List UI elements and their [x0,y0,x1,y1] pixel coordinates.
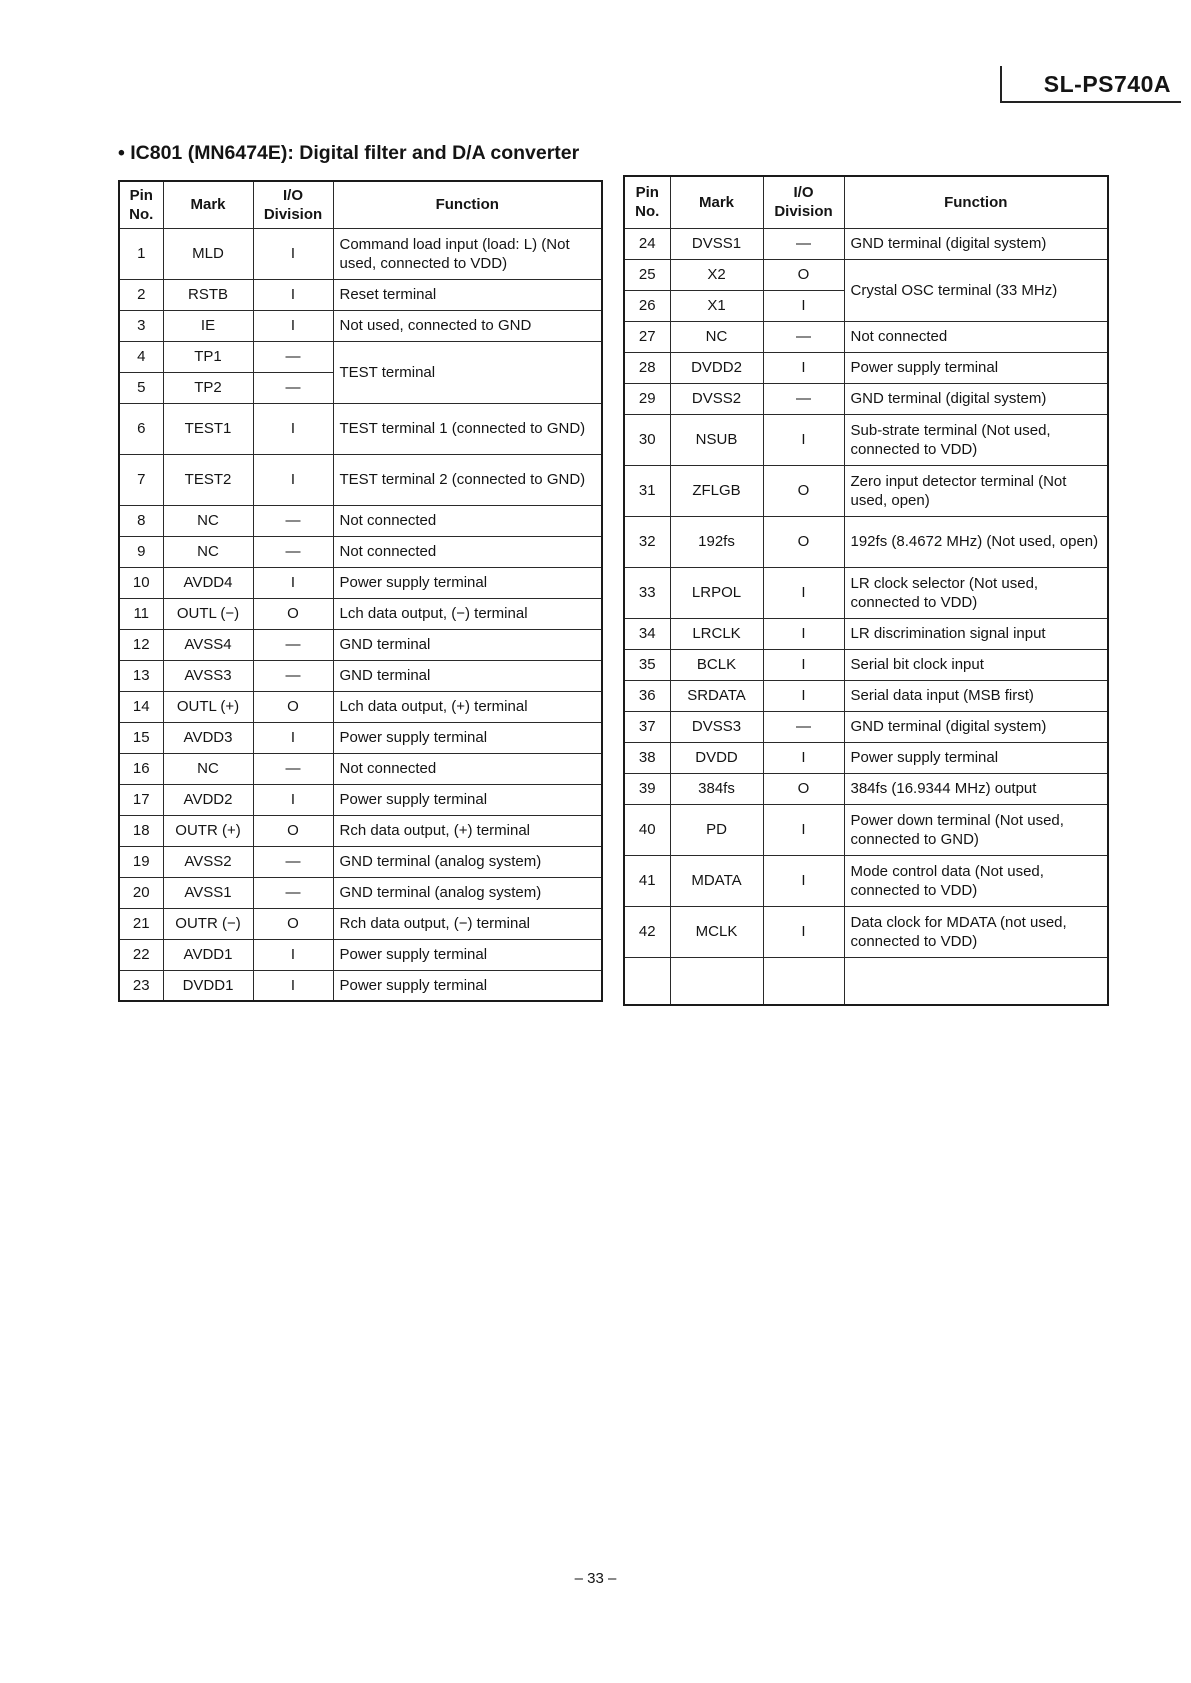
function-cell: GND terminal [333,629,602,660]
io-cell: I [763,618,844,649]
io-cell: — [253,505,333,536]
function-cell: Not connected [844,321,1108,352]
pin-cell: 13 [119,660,163,691]
function-cell: GND terminal [333,660,602,691]
function-cell: GND terminal (digital system) [844,711,1108,742]
table-row [624,383,1108,414]
mark-cell: NSUB [670,414,763,465]
table-row [624,680,1108,711]
pin-cell: 36 [624,680,670,711]
table-row [119,228,602,279]
function-cell: Not connected [333,753,602,784]
model-label: SL-PS740A [1000,66,1181,103]
function-cell: Rch data output, (−) terminal [333,908,602,939]
header-mark: Mark [670,176,763,228]
mark-cell: LRCLK [670,618,763,649]
io-cell: O [763,773,844,804]
function-cell: Power supply terminal [333,722,602,753]
table-row [624,259,1108,290]
function-cell: Not used, connected to GND [333,310,602,341]
function-cell: Lch data output, (+) terminal [333,691,602,722]
io-cell: O [253,691,333,722]
pin-cell: 33 [624,567,670,618]
io-cell: I [763,352,844,383]
mark-cell: DVSS1 [670,228,763,259]
table-row [624,321,1108,352]
io-cell: — [763,228,844,259]
function-cell: Rch data output, (+) terminal [333,815,602,846]
pin-cell: 28 [624,352,670,383]
table-row [119,505,602,536]
table-row [624,855,1108,906]
io-cell: I [763,906,844,957]
header-io-division: I/O Division [763,176,844,228]
function-cell: GND terminal (digital system) [844,383,1108,414]
mark-cell: BCLK [670,649,763,680]
io-cell: O [763,516,844,567]
empty-row [624,957,1108,1005]
function-cell: Serial data input (MSB first) [844,680,1108,711]
pin-cell: 27 [624,321,670,352]
mark-cell: AVSS1 [163,877,253,908]
mark-cell: NC [163,505,253,536]
function-cell: Sub-strate terminal (Not used, connected to VDD) [844,414,1108,465]
mark-cell: MLD [163,228,253,279]
pin-cell: 35 [624,649,670,680]
page-number: – 33 – [574,1570,617,1587]
mark-cell: OUTL (+) [163,691,253,722]
mark-cell: AVDD2 [163,784,253,815]
io-cell: I [253,310,333,341]
io-cell: O [253,908,333,939]
mark-cell: DVSS3 [670,711,763,742]
pin-table-left [118,180,603,1002]
pin-cell: 21 [119,908,163,939]
table-row [119,722,602,753]
io-cell: I [253,939,333,970]
mark-cell: NC [670,321,763,352]
mark-cell: X1 [670,290,763,321]
pin-cell: 9 [119,536,163,567]
table-row [119,939,602,970]
mark-cell: MDATA [670,855,763,906]
pin-cell: 11 [119,598,163,629]
table-row [119,536,602,567]
table-row [119,970,602,1001]
mark-cell: OUTR (+) [163,815,253,846]
io-cell: — [253,877,333,908]
io-cell: O [253,598,333,629]
mark-cell: 384fs [670,773,763,804]
function-cell: Power down terminal (Not used, connected to GND) [844,804,1108,855]
pin-cell: 29 [624,383,670,414]
function-cell: Not connected [333,505,602,536]
table-row [119,629,602,660]
function-cell: GND terminal (analog system) [333,877,602,908]
function-cell: LR clock selector (Not used, connected to VDD) [844,567,1108,618]
io-cell: I [763,804,844,855]
table-header-row [624,176,1108,228]
function-cell: Not connected [333,536,602,567]
pin-cell: 19 [119,846,163,877]
function-cell: Reset terminal [333,279,602,310]
empty-cell [624,957,670,1005]
table-row [624,649,1108,680]
mark-cell: AVDD4 [163,567,253,598]
table-row [119,403,602,454]
io-cell: O [763,465,844,516]
io-cell: I [763,680,844,711]
function-cell: Serial bit clock input [844,649,1108,680]
io-cell: I [253,784,333,815]
mark-cell: LRPOL [670,567,763,618]
table-row [624,352,1108,383]
pin-cell: 5 [119,372,163,403]
header-pin-no: Pin No. [119,181,163,228]
mark-cell: DVDD [670,742,763,773]
table-row [624,567,1108,618]
mark-cell: DVSS2 [670,383,763,414]
mark-cell: AVDD3 [163,722,253,753]
mark-cell: NC [163,753,253,784]
io-cell: O [763,259,844,290]
table-row [624,465,1108,516]
io-cell: — [253,341,333,372]
table-row [624,773,1108,804]
function-cell: Data clock for MDATA (not used, connected to VDD) [844,906,1108,957]
header-function: Function [333,181,602,228]
header-mark: Mark [163,181,253,228]
mark-cell: DVDD1 [163,970,253,1001]
table-row [119,310,602,341]
io-cell: I [763,290,844,321]
function-cell: Lch data output, (−) terminal [333,598,602,629]
table-row [119,660,602,691]
pin-cell: 26 [624,290,670,321]
pin-cell: 20 [119,877,163,908]
table-row [119,815,602,846]
io-cell: I [763,414,844,465]
table-row [119,454,602,505]
function-cell: Power supply terminal [333,939,602,970]
pin-cell: 3 [119,310,163,341]
pin-cell: 37 [624,711,670,742]
table-row [624,711,1108,742]
function-cell: Power supply terminal [844,742,1108,773]
table-row [624,618,1108,649]
io-cell: I [253,279,333,310]
header-function: Function [844,176,1108,228]
mark-cell: X2 [670,259,763,290]
table-row [624,906,1108,957]
pin-cell: 6 [119,403,163,454]
io-cell: I [253,567,333,598]
function-cell: Command load input (load: L) (Not used, connected to VDD) [333,228,602,279]
empty-cell [670,957,763,1005]
mark-cell: MCLK [670,906,763,957]
function-cell: Power supply terminal [844,352,1108,383]
io-cell: I [763,649,844,680]
table-row [119,908,602,939]
io-cell: — [763,711,844,742]
io-cell: — [253,660,333,691]
empty-cell [763,957,844,1005]
io-cell: — [763,321,844,352]
pin-cell: 15 [119,722,163,753]
pin-cell: 40 [624,804,670,855]
function-cell: 384fs (16.9344 MHz) output [844,773,1108,804]
pin-cell: 41 [624,855,670,906]
mark-cell: AVSS3 [163,660,253,691]
function-cell: Power supply terminal [333,970,602,1001]
pin-cell: 12 [119,629,163,660]
table-row [119,753,602,784]
mark-cell: TP1 [163,341,253,372]
table-row [119,279,602,310]
table-row [119,598,602,629]
pin-cell: 38 [624,742,670,773]
io-cell: I [763,855,844,906]
pin-cell: 39 [624,773,670,804]
mark-cell: AVSS4 [163,629,253,660]
table-row [624,804,1108,855]
mark-cell: NC [163,536,253,567]
io-cell: I [763,742,844,773]
io-cell: I [253,403,333,454]
mark-cell: SRDATA [670,680,763,711]
pin-cell: 4 [119,341,163,372]
function-cell: Crystal OSC terminal (33 MHz) [844,259,1108,321]
mark-cell: TP2 [163,372,253,403]
mark-cell: TEST1 [163,403,253,454]
io-cell: — [253,753,333,784]
table-row [119,784,602,815]
mark-cell: AVDD1 [163,939,253,970]
mark-cell: TEST2 [163,454,253,505]
pin-cell: 24 [624,228,670,259]
io-cell: — [253,629,333,660]
pin-cell: 31 [624,465,670,516]
pin-cell: 17 [119,784,163,815]
function-cell: GND terminal (analog system) [333,846,602,877]
empty-cell [844,957,1108,1005]
pin-cell: 2 [119,279,163,310]
function-cell: Mode control data (Not used, connected to VDD) [844,855,1108,906]
mark-cell: RSTB [163,279,253,310]
table-row [119,341,602,372]
function-cell: Zero input detector terminal (Not used, open) [844,465,1108,516]
io-cell: I [763,567,844,618]
function-cell: TEST terminal [333,341,602,403]
function-cell: Power supply terminal [333,784,602,815]
section-title: • IC801 (MN6474E): Digital filter and D/A converter [118,142,580,164]
table-row [624,516,1108,567]
table-row [624,414,1108,465]
mark-cell: PD [670,804,763,855]
pin-cell: 16 [119,753,163,784]
table-row [624,228,1108,259]
table-row [119,846,602,877]
pin-cell: 23 [119,970,163,1001]
pin-cell: 1 [119,228,163,279]
pin-cell: 7 [119,454,163,505]
io-cell: I [253,454,333,505]
io-cell: I [253,970,333,1001]
function-cell: TEST terminal 1 (connected to GND) [333,403,602,454]
io-cell: — [253,846,333,877]
pin-cell: 42 [624,906,670,957]
pin-cell: 18 [119,815,163,846]
pin-cell: 32 [624,516,670,567]
table-row [119,691,602,722]
pin-cell: 34 [624,618,670,649]
mark-cell: OUTL (−) [163,598,253,629]
io-cell: I [253,722,333,753]
pin-cell: 8 [119,505,163,536]
mark-cell: 192fs [670,516,763,567]
function-cell: 192fs (8.4672 MHz) (Not used, open) [844,516,1108,567]
mark-cell: ZFLGB [670,465,763,516]
io-cell: O [253,815,333,846]
io-cell: — [253,372,333,403]
function-cell: GND terminal (digital system) [844,228,1108,259]
pin-cell: 30 [624,414,670,465]
pin-cell: 25 [624,259,670,290]
header-io-division: I/O Division [253,181,333,228]
function-cell: LR discrimination signal input [844,618,1108,649]
mark-cell: OUTR (−) [163,908,253,939]
table-row [119,877,602,908]
function-cell: TEST terminal 2 (connected to GND) [333,454,602,505]
mark-cell: AVSS2 [163,846,253,877]
pin-table-right [623,175,1109,1006]
pin-cell: 14 [119,691,163,722]
table-row [624,742,1108,773]
pin-cell: 10 [119,567,163,598]
pin-cell: 22 [119,939,163,970]
io-cell: — [763,383,844,414]
mark-cell: IE [163,310,253,341]
io-cell: I [253,228,333,279]
table-row [119,567,602,598]
header-pin-no: Pin No. [624,176,670,228]
io-cell: — [253,536,333,567]
function-cell: Power supply terminal [333,567,602,598]
mark-cell: DVDD2 [670,352,763,383]
table-header-row [119,181,602,228]
